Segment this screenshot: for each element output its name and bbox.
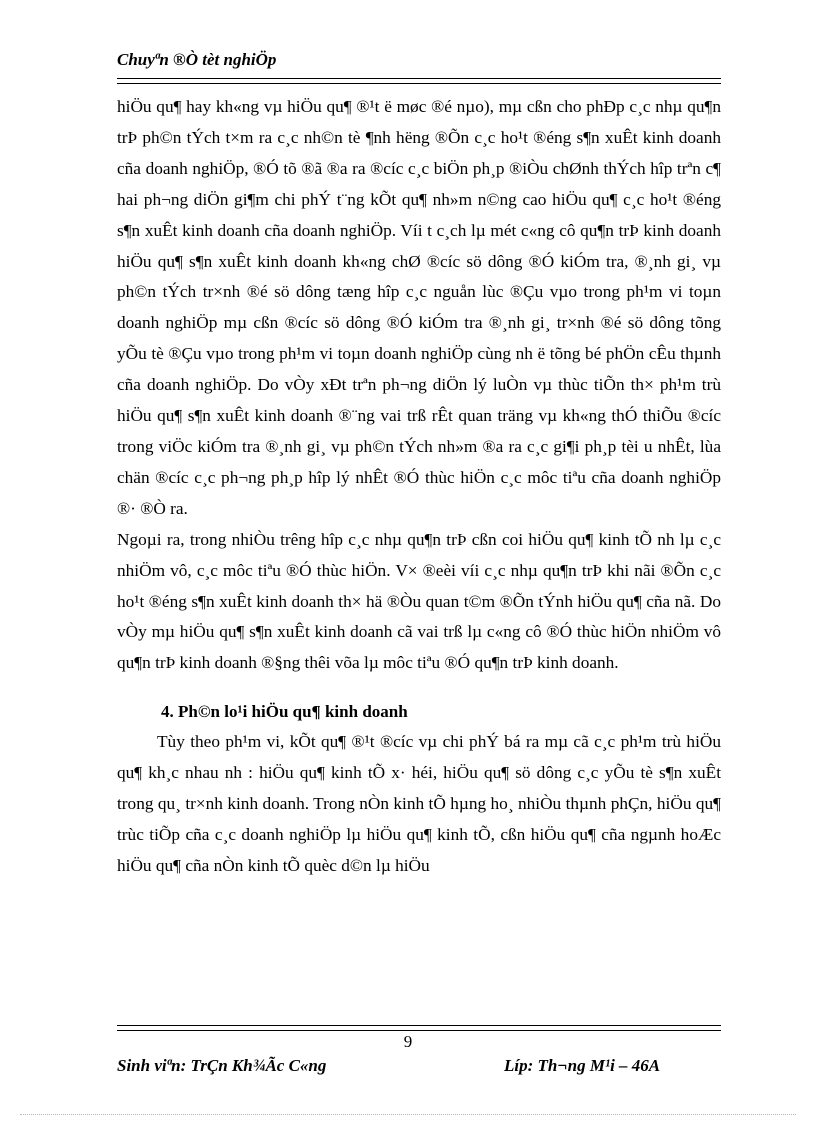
page-number: 9 [403, 1032, 413, 1051]
footer-class-name: Líp: Th¬ng M¹i – 46A [504, 1056, 661, 1075]
body-paragraph-2: Ngoµi ra, trong nhiÒu trêng hîp c¸c nhµ qu¶n trÞ cßn coi hiÖu qu¶ kinh tÕ nh lµ c¸c nhiÖm vô, c¸c môc tiªu ®Ó thùc hiÖn. V× ®eèi víi c¸c nhµ qu¶n trÞ khi nãi ®Õn c¸c ho¹t ®éng s¶n xuÊt kinh doanh th× hä ®Òu quan t©m ®Õn tÝnh hiÖu qu¶ cña nã. Do vÒy mµ hiÖu qu¶ s¶n xuÊt kinh doanh cã vai trß lµ c«ng cô ®Ó thùc hiÖn nhiÖm vô qu¶n trÞ kinh doanh ®§ng thêi võa lµ môc tiªu ®Ó qu¶n trÞ kinh doanh. [117, 529, 721, 673]
footer-rule-bottom [117, 1030, 721, 1031]
body-paragraph-1: hiÖu qu¶ hay kh«ng vµ hiÖu qu¶ ®¹t ë møc ®é nµo), mµ cßn cho phÐp c¸c nhµ qu¶n trÞ ph©n tÝch t×m ra c¸c nh©n tè ¶nh hëng ®Õn c¸c ho¹t ®éng s¶n xuÊt kinh doanh cña doanh nghiÖp, ®Ó tõ ®ã ®a ra ®cíc c¸c biÖn ph¸p ®iÒu chØnh thÝch hîp trªn c¶ hai ph¬ng diÖn gi¶m chi phÝ t¨ng kÕt qu¶ nh»m n©ng cao hiÖu qu¶ c¸c ho¹t ®éng s¶n xuÊt kinh doanh cña doanh nghiÖp. Víi t c¸ch lµ mét c«ng cô qu¶n trÞ kinh doanh hiÖu qu¶ s¶n xuÊt kinh doanh kh«ng chØ ®cíc sö dông ®Ó kiÓm tra, ®¸nh gi¸ vµ ph©n tÝch tr×nh ®é sö dông tæng hîp c¸c nguån lùc ®Çu vµo trong ph¹m vi toµn doanh nghiÖp mµ cßn ®cíc sö dông ®Ó kiÓm tra ®¸nh gi¸ tr×nh ®é sö dông tõng yÕu tè ®Çu vµo trong ph¹m vi toµn doanh nghiÖp cùng nh ë tõng bé phÖn cÊu thµnh cña doanh nghiÖp. Do vÒy xÐt trªn ph¬ng diÖn lý luÒn vµ thùc tiÕn th× ph¹m trù hiÖu qu¶ s¶n xuÊt kinh doanh ®¨ng vai trß rÊt quan träng vµ kh«ng thÓ thiÕu ®cíc trong viÖc kiÓm tra ®¸nh gi¸ vµ ph©n tÝch nh»m ®a ra c¸c gi¶i ph¸p tèi u nhÊt, lùa chän ®cíc c¸c ph¬ng ph¸p hîp lý nhÊt ®Ó thùc hiÖn c¸c môc tiªu cña doanh nghiÖp ®· ®Ò ra. [117, 97, 721, 518]
footer-student-name: Sinh viªn: TrÇn Kh¾Ãc C«ng [117, 1056, 327, 1075]
footer-rule-top [117, 1025, 721, 1026]
document-body [117, 92, 721, 882]
header-rule-bottom [117, 83, 721, 84]
page-bottom-border [20, 1114, 796, 1115]
header-rule-top [117, 78, 721, 79]
body-paragraph-3: Tùy theo ph¹m vi, kÕt qu¶ ®¹t ®cíc vµ chi phÝ bá ra mµ cã c¸c ph¹m trù hiÖu qu¶ kh¸c nhau nh : hiÖu qu¶ kinh tÕ x· héi, hiÖu qu¶ sö dông c¸c yÕu tè s¶n xuÊt trong qu¸ tr×nh kinh doanh. Trong nÒn kinh tÕ hµng ho¸ nhiÒu thµnh phÇn, hiÖu qu¶ trùc tiÕp cña c¸c doanh nghiÖp lµ hiÖu qu¶ kinh tÕ, cßn hiÖu qu¶ cña ngµnh hoÆc hiÖu qu¶ cña nÒn kinh tÕ quèc d©n lµ hiÖu [117, 732, 721, 875]
header-title: Chuyªn ®Ò tèt nghiÖp [117, 50, 277, 69]
section-heading: 4. Ph©n lo¹i hiÖu qu¶ kinh doanh [161, 702, 408, 722]
